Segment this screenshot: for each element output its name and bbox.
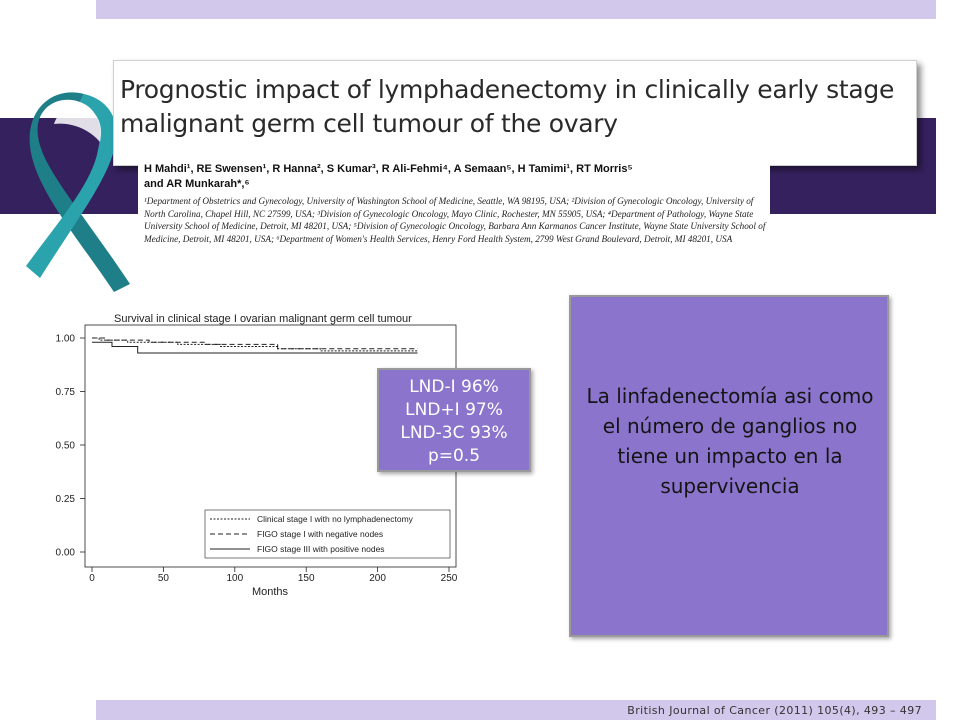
top-decor-bar [96,0,936,19]
x-axis [89,567,458,584]
legend-label-positive-nodes: FIGO stage III with positive nodes [257,544,385,554]
author-affiliations: ¹Department of Obstetrics and Gynecology, University of Washington School of Medicine, Seattle, WA 98195, USA; ²Division of Gynecologic Oncology, University of North Carolina, Chapel Hill, NC 27599, USA; ³Division of Gynecologic Oncology, Mayo Clinic, Rochester, MN 55905, USA; ⁴Department of Pathology, Wayne State University School of Medicine, Detroit, MI 48201, USA; ⁵Division of Gynecologic Oncology, Barbara Ann Karmanos Cancer Institute, Wayne State University School of Medicine, Detroit, MI 48201, USA; ⁶Department of Women's Health Services, Henry Ford Health System, 2799 West Grand Boulevard, Detroit, MI 48201, USA [144,196,766,244]
journal-citation: British Journal of Cancer (2011) 105(4), 493 – 497 [627,704,922,717]
stat-p-value: p=0.5 [427,446,481,466]
x-tick-label: 0 [89,573,95,584]
x-tick-label: 200 [369,573,386,584]
author-names: H Mahdi¹, RE Swensen¹, R Hanna², S Kumar³, R Ali-Fehmi⁴, A Semaan⁵, H Tamimi¹, RT Morris⁵ and AR Munkarah*,⁶ [144,163,633,190]
legend-label-negative-nodes: FIGO stage I with negative nodes [257,529,384,539]
x-tick-label: 100 [226,573,244,584]
lnd-stats-box [377,368,531,472]
y-tick-label: 0.50 [55,440,75,452]
y-tick-label: 1.00 [55,333,75,345]
y-tick-label: 0.00 [55,547,75,559]
paper-title-line-1: Prognostic impact of lymphadenectomy in clinically early stage [120,75,895,104]
y-tick-label: 0.25 [55,494,75,505]
stat-lnd-plus-i: LND+I 97% [405,400,503,420]
authors-block [138,160,770,266]
x-axis-label: Months [251,586,289,598]
paper-title-line-2: malignant germ cell tumour of the ovary [120,109,618,138]
stat-lnd-3c: LND-3C 93% [400,423,508,443]
x-tick-label: 150 [297,573,315,584]
chart-title: Survival in clinical stage I ovarian malignant germ cell tumour [114,313,412,325]
paper-title [120,73,894,141]
chart-legend [205,510,450,558]
y-tick-label: 0.75 [55,387,75,398]
x-tick-label: 250 [440,573,458,584]
y-axis [56,334,85,559]
conclusion-box [569,295,889,637]
conclusion-text: La linfadenectomía asi como el número de ganglios no tiene un impacto en la supervivencia [586,384,874,498]
stat-lnd-i: LND-I 96% [409,377,499,397]
x-tick-label: 50 [157,573,169,584]
legend-label-no-lymphadenectomy: Clinical stage I with no lymphadenectomy [257,514,413,524]
paper-title-box [113,60,917,166]
